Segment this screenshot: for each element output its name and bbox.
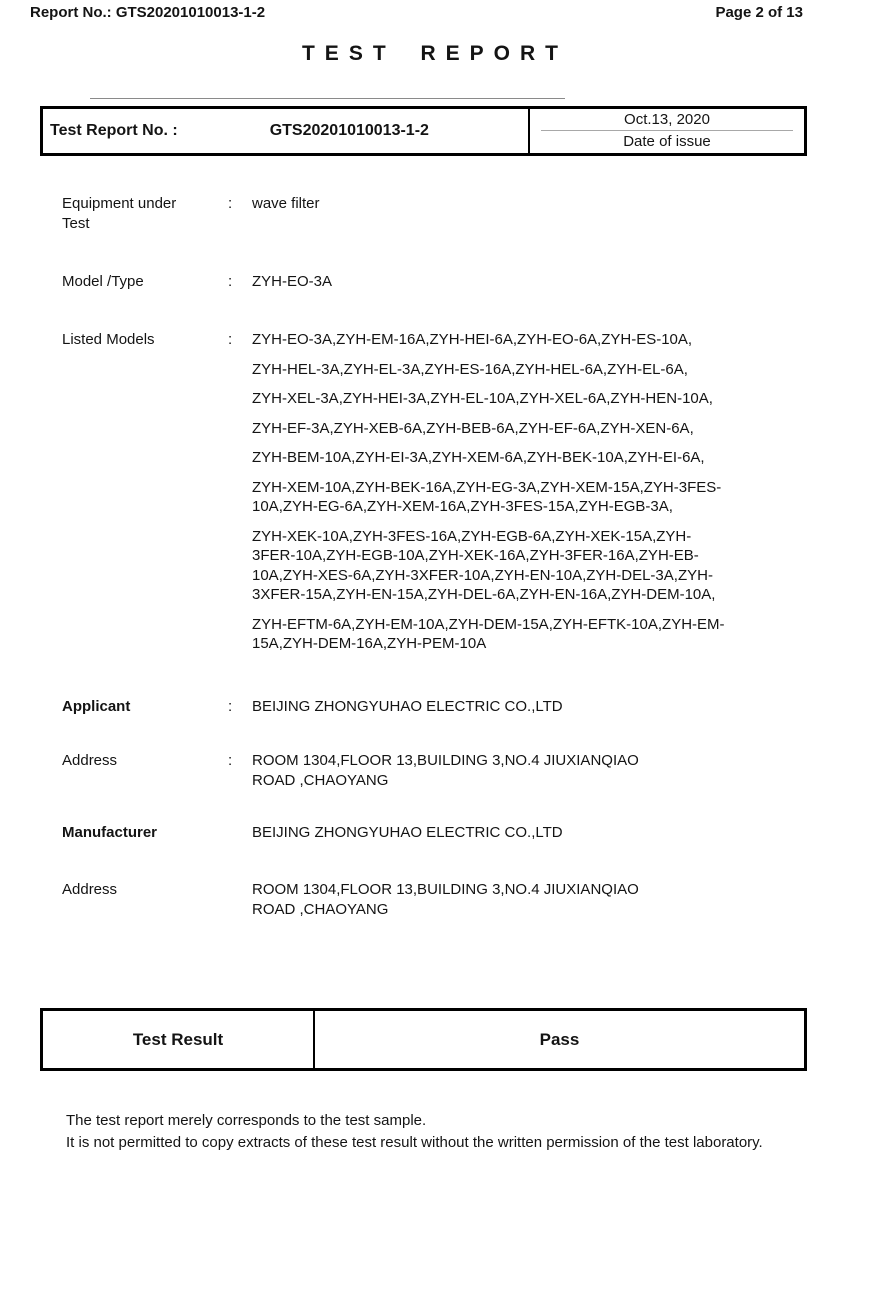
models-group: [252, 615, 746, 654]
field-applicant-address: [62, 751, 746, 790]
models-group: [252, 330, 746, 350]
field-value: BEIJING ZHONGYUHAO ELECTRIC CO.,LTD: [252, 824, 563, 841]
field-model-type: [62, 272, 746, 292]
field-label: Manufacturer: [62, 824, 158, 841]
address-line: ROOM 1304,FLOOR 13,BUILDING 3,NO.4 JIUXIANQIAO: [252, 752, 639, 769]
date-separator-line: [541, 130, 793, 131]
field-equipment-under-test: [62, 194, 746, 233]
field-colon: :: [228, 752, 233, 769]
report-number-table: [40, 106, 807, 156]
models-line: ZYH-EF-3A,ZYH-XEB-6A,ZYH-BEB-6A,ZYH-EF-6A,ZYH-XEN-6A,: [252, 419, 694, 437]
field-applicant: [62, 697, 746, 717]
models-line: 10A,ZYH-EG-6A,ZYH-XEM-16A,ZYH-3FES-15A,ZYH-EGB-3A,: [252, 498, 673, 515]
models-line: ZYH-HEL-3A,ZYH-EL-3A,ZYH-ES-16A,ZYH-HEL-6A,ZYH-EL-6A,: [252, 360, 688, 378]
page-title: TEST REPORT: [301, 42, 568, 65]
test-result-label: Test Result: [43, 1011, 315, 1068]
report-number-label: Test Report No. :: [50, 122, 178, 139]
models-group: [252, 527, 746, 605]
scan-artifact-line: [90, 98, 565, 99]
report-number-cell: [43, 109, 530, 153]
field-label: Address: [62, 881, 118, 898]
test-result-value: Pass: [539, 1029, 580, 1049]
models-group: [252, 360, 746, 380]
address-line: ROAD ,CHAOYANG: [252, 771, 389, 789]
models-line: ZYH-EFTM-6A,ZYH-EM-10A,ZYH-DEM-15A,ZYH-EFTK-10A,ZYH-EM-: [252, 615, 725, 633]
address-line: ROAD ,CHAOYANG: [252, 900, 389, 918]
header-report-no: Report No.: GTS20201010013-1-2: [30, 4, 266, 21]
header-page-number: Page 2 of 13: [715, 4, 803, 21]
date-caption: Date of issue: [623, 133, 711, 150]
field-label: Listed Models: [62, 331, 155, 348]
listed-models-value: [252, 330, 746, 664]
models-group: [252, 419, 746, 439]
field-manufacturer: [62, 823, 746, 843]
address-line: ROOM 1304,FLOOR 13,BUILDING 3,NO.4 JIUXIANQIAO: [252, 881, 639, 898]
models-group: [252, 478, 746, 517]
models-line: ZYH-XEK-10A,ZYH-3FES-16A,ZYH-EGB-6A,ZYH-XEK-15A,ZYH-: [252, 527, 692, 545]
field-value: BEIJING ZHONGYUHAO ELECTRIC CO.,LTD: [252, 698, 563, 715]
issue-date: Oct.13, 2020: [624, 111, 710, 128]
models-line: ZYH-EO-3A,ZYH-EM-16A,ZYH-HEI-6A,ZYH-EO-6A,ZYH-ES-10A,: [252, 331, 693, 348]
models-line: ZYH-XEM-10A,ZYH-BEK-16A,ZYH-EG-3A,ZYH-XEM-15A,ZYH-3FES-: [252, 478, 722, 496]
field-value: [252, 751, 746, 790]
date-of-issue-cell: [530, 109, 804, 153]
models-line: ZYH-XEL-3A,ZYH-HEI-3A,ZYH-EL-10A,ZYH-XEL-6A,ZYH-HEN-10A,: [252, 390, 713, 407]
field-value: [252, 880, 746, 919]
field-colon: :: [228, 331, 233, 348]
models-line: 10A,ZYH-XES-6A,ZYH-3XFER-10A,ZYH-EN-10A,ZYH-DEL-3A,ZYH-: [252, 566, 713, 584]
field-listed-models: [62, 330, 746, 664]
field-colon: :: [228, 195, 233, 212]
models-group: [252, 448, 746, 468]
field-value: wave filter: [252, 195, 320, 212]
field-colon: :: [228, 698, 233, 715]
models-line: 15A,ZYH-DEM-16A,ZYH-PEM-10A: [252, 635, 487, 652]
report-number-value: GTS20201010013-1-2: [269, 122, 429, 139]
models-line: ZYH-BEM-10A,ZYH-EI-3A,ZYH-XEM-6A,ZYH-BEK-10A,ZYH-EI-6A,: [252, 449, 705, 466]
field-manufacturer-address: [62, 880, 746, 919]
disclaimer: [66, 1110, 838, 1154]
field-colon: [228, 823, 252, 843]
field-label: Applicant: [62, 698, 131, 715]
field-colon: :: [228, 273, 233, 290]
disclaimer-line2: It is not permitted to copy extracts of these test result without the written permission of the test laboratory.: [66, 1134, 763, 1151]
models-line: 3XFER-15A,ZYH-EN-15A,ZYH-DEL-6A,ZYH-EN-16A,ZYH-DEM-10A,: [252, 586, 716, 603]
field-label: Equipment under Test: [62, 195, 177, 232]
test-result-table: [40, 1008, 807, 1071]
field-colon: [228, 880, 252, 919]
field-label: Address: [62, 752, 118, 769]
disclaimer-line1: The test report merely corresponds to the test sample.: [66, 1112, 427, 1129]
models-group: [252, 389, 746, 409]
models-line: 3FER-10A,ZYH-EGB-10A,ZYH-XEK-16A,ZYH-3FER-16A,ZYH-EB-: [252, 547, 699, 564]
field-value: ZYH-EO-3A: [252, 273, 333, 290]
field-label: Model /Type: [62, 273, 144, 290]
